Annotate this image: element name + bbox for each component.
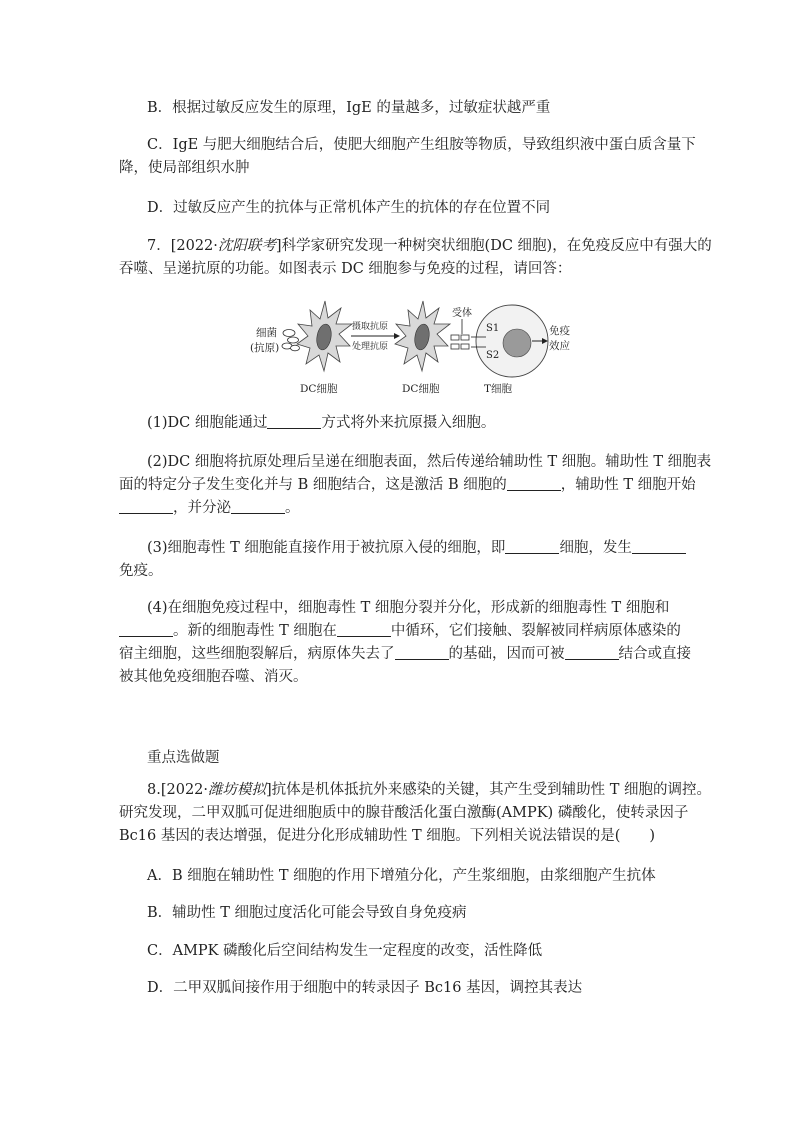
answer-blank[interactable] <box>507 476 561 491</box>
dc-cell-figure <box>248 296 578 396</box>
q8-option-b: B．辅助性 T 细胞过度活化可能会导致自身免疫病 <box>147 905 467 921</box>
answer-blank[interactable] <box>337 622 391 637</box>
s1-label: S1 <box>486 323 500 334</box>
answer-blank[interactable] <box>505 539 559 554</box>
answer-blank[interactable] <box>632 539 686 554</box>
q7-part2-line1: (2)DC 细胞将抗原处理后呈递在细胞表面，然后传递给辅助性 T 细胞。辅助性 T 细胞表 <box>147 454 712 470</box>
answer-blank[interactable] <box>565 645 619 660</box>
q6-option-c-line2: 降，使局部组织水肿 <box>119 160 250 176</box>
bacteria-label-line2: (抗原) <box>250 342 280 354</box>
q7-part2-line3: ，并分泌 。 <box>119 498 300 518</box>
dc-cell-1-icon <box>297 301 352 371</box>
q7-stem-rest: ]科学家研究发现一种树突状细胞(DC 细胞)，在免疫反应中有强大的 <box>275 238 712 254</box>
arrow-label-bottom: 处理抗原 <box>352 342 389 352</box>
q8-option-a: A．B 细胞在辅助性 T 细胞的作用下增殖分化，产生浆细胞，由浆细胞产生抗体 <box>147 868 656 884</box>
q8-number: 8.[2022· <box>147 782 209 798</box>
s2-label: S2 <box>486 350 500 361</box>
q8-stem-rest: ]抗体是机体抵抗外来感染的关键，其产生受到辅助性 T 细胞的调控。 <box>266 782 712 798</box>
q8-source: 潍坊模拟 <box>208 782 267 798</box>
q7-part4-line3: 宿主细胞，这些细胞裂解后，病原体失去了 的基础，因而可被 结合或直接 <box>119 646 691 662</box>
q6-option-c-line1: C．IgE 与肥大细胞结合后，使肥大细胞产生组胺等物质，导致组织液中蛋白质含量下 <box>147 137 696 153</box>
q8-option-c: C．AMPK 磷酸化后空间结构发生一定程度的改变，活性降低 <box>147 943 543 959</box>
answer-blank[interactable] <box>119 622 173 637</box>
q7-part1: (1)DC 细胞能通过 方式将外来抗原摄入细胞。 <box>147 415 496 431</box>
section-title: 重点选做题 <box>147 750 220 766</box>
answer-blank[interactable] <box>119 499 173 514</box>
dc-cell-1-caption: DC细胞 <box>300 383 338 395</box>
q7-source: 沈阳联考 <box>217 238 276 254</box>
q8-stem-line2: 研究发现，二甲双胍可促进细胞质中的腺苷酸活化蛋白激酶(AMPK) 磷酸化，使转录因子 <box>119 805 689 821</box>
q8-stem-line3: Bc16 基因的表达增强，促进分化形成辅助性 T 细胞。下列相关说法错误的是( ) <box>119 828 656 844</box>
q6-option-d: D．过敏反应产生的抗体与正常机体产生的抗体的存在位置不同 <box>147 200 551 216</box>
q8-option-d: D．二甲双胍间接作用于细胞中的转录因子 Bc16 基因，调控其表达 <box>147 980 583 996</box>
q7-part3-line2: 免疫。 <box>119 563 163 579</box>
receptor-icon <box>451 335 469 349</box>
q7-part4-line2: 。新的细胞毒性 T 细胞在 中循环，它们接触、裂解被同样病原体感染的 <box>119 621 681 641</box>
answer-blank[interactable] <box>395 645 449 660</box>
answer-blank[interactable] <box>267 414 321 429</box>
effect-label-line2: 效应 <box>549 340 570 352</box>
q7-number: 7．[2022· <box>147 238 218 254</box>
q7-part3-line1: (3)细胞毒性 T 细胞能直接作用于被抗原入侵的细胞，即 细胞，发生 <box>147 538 686 558</box>
answer-blank[interactable] <box>231 499 285 514</box>
q7-part2-line2: 面的特定分子发生变化并与 B 细胞结合，这是激活 B 细胞的 ，辅助性 T 细胞开始 <box>119 477 696 493</box>
q7-stem-line1 <box>147 236 712 256</box>
bacteria-label-line1: 细菌 <box>256 327 277 339</box>
process-arrowhead <box>394 333 400 339</box>
bacteria-icon <box>282 330 300 351</box>
receptor-label: 受体 <box>452 308 472 319</box>
dc-cell-2-caption: DC细胞 <box>402 383 440 395</box>
effect-label-line1: 免疫 <box>549 325 570 337</box>
q6-option-b: B．根据过敏反应发生的原理，IgE 的量越多，过敏症状越严重 <box>147 100 551 116</box>
t-cell-caption: T细胞 <box>484 383 513 395</box>
q7-part4-line1: (4)在细胞免疫过程中，细胞毒性 T 细胞分裂并分化，形成新的细胞毒性 T 细胞和 <box>147 600 670 616</box>
arrow-label-top: 摄取抗原 <box>352 322 389 332</box>
q7-stem-line2: 吞噬、呈递抗原的功能。如图表示 DC 细胞参与免疫的过程，请回答： <box>119 261 572 277</box>
dc-cell-2-icon <box>395 301 450 371</box>
q7-part4-line4: 被其他免疫细胞吞噬、消灭。 <box>119 669 308 685</box>
q8-stem-line1 <box>147 780 711 800</box>
